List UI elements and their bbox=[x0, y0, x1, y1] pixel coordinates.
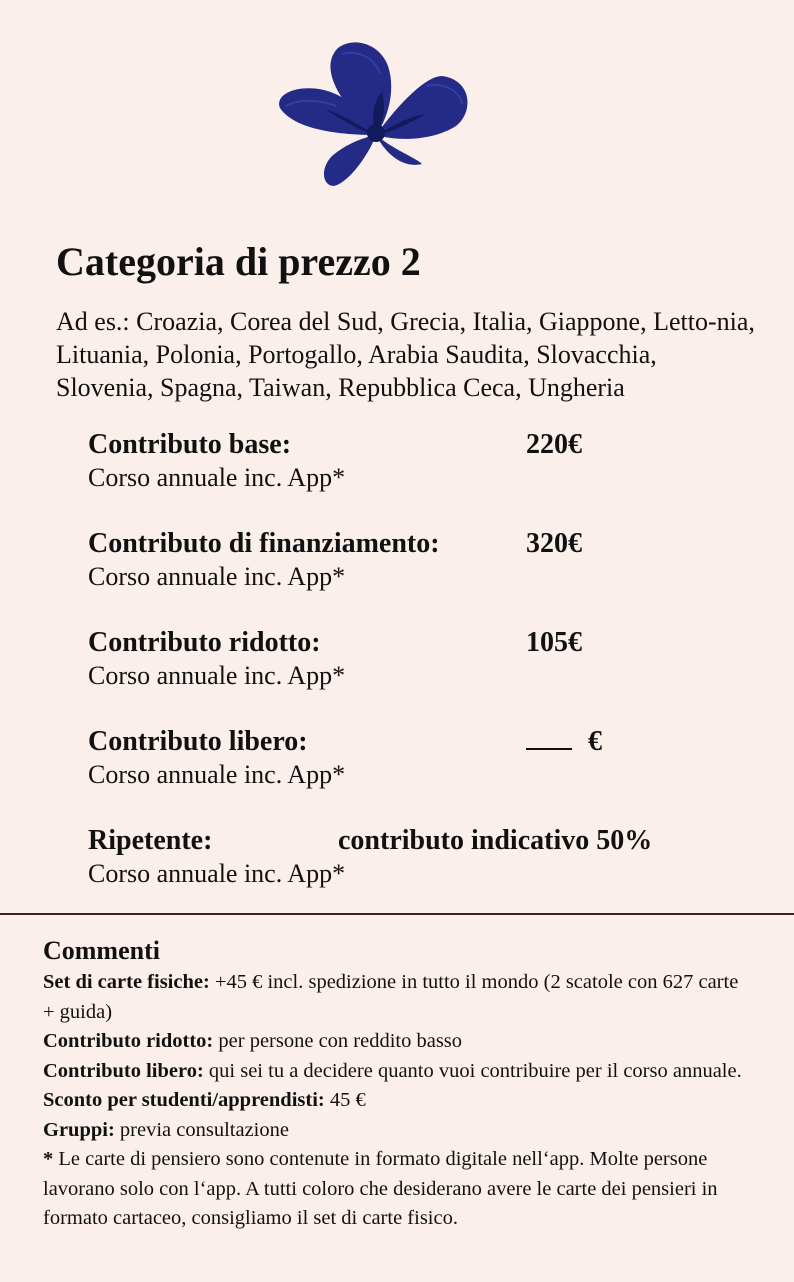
tier-subtitle: Corso annuale inc. App* bbox=[88, 463, 346, 492]
comment-label: Sconto per studenti/apprendisti: bbox=[43, 1089, 325, 1111]
comments-list bbox=[43, 968, 753, 1234]
comment-item bbox=[43, 968, 753, 1027]
comment-text: 45 € bbox=[324, 1089, 366, 1111]
tier-subtitle: Corso annuale inc. App* bbox=[88, 760, 346, 789]
tier-subtitle: Corso annuale inc. App* bbox=[88, 562, 346, 591]
tier-price: 320€ bbox=[526, 528, 582, 559]
tier-name: Contributo ridotto: bbox=[88, 627, 321, 658]
euro-sign: € bbox=[588, 726, 602, 757]
tier-price: 105€ bbox=[526, 627, 582, 658]
tier-name: Contributo base: bbox=[88, 429, 292, 460]
comment-item bbox=[43, 1145, 753, 1234]
tier-price: 220€ bbox=[526, 429, 582, 460]
tier-name: Ripetente: bbox=[88, 825, 213, 856]
tier-price-blank bbox=[526, 725, 602, 759]
comment-text: Le carte di pensiero sono contenute in formato digitale nell‘app. Molte persone lavorano solo con l‘app. A tutti coloro che desiderano avere le carte dei pensieri in formato cartaceo, consigliamo il set di carte fisico. bbox=[43, 1148, 718, 1229]
comment-label: Contributo libero: bbox=[43, 1059, 204, 1082]
comment-item bbox=[43, 1116, 753, 1146]
tier-subtitle: Corso annuale inc. App* bbox=[88, 661, 346, 690]
comments-title: Commenti bbox=[43, 936, 160, 965]
comment-label: Set di carte fisiche: bbox=[43, 971, 210, 993]
tier-name: Contributo di finanziamento: bbox=[88, 528, 440, 559]
comment-item bbox=[43, 1086, 753, 1116]
comment-text: qui sei tu a decidere quanto vuoi contribuire per il corso annuale. bbox=[203, 1059, 742, 1082]
comment-text: per persone con reddito basso bbox=[213, 1030, 463, 1052]
comment-item bbox=[43, 1057, 753, 1087]
countries-list: Ad es.: Croazia, Corea del Sud, Grecia, Italia, Giappone, Letto-nia, Lituania, Polonia, Portogallo, Arabia Saudita, Slovacchia, Slovenia, Spagna, Taiwan, Repubblica Ceca, Ungheria bbox=[56, 307, 755, 402]
tier-subtitle: Corso annuale inc. App* bbox=[88, 859, 346, 888]
comment-item bbox=[43, 1027, 753, 1057]
comment-text: previa consultazione bbox=[114, 1118, 289, 1141]
repeater-note: contributo indicativo 50% bbox=[338, 825, 653, 856]
page-title: Categoria di prezzo 2 bbox=[56, 239, 421, 284]
blank-line bbox=[526, 726, 572, 750]
section-divider bbox=[0, 913, 794, 915]
comment-label: Gruppi: bbox=[43, 1118, 115, 1141]
tier-name: Contributo libero: bbox=[88, 726, 308, 757]
comment-label: Contributo ridotto: bbox=[43, 1030, 214, 1052]
comment-text: +45 € incl. spedizione in tutto il mondo (2 scatole con 627 carte + guida) bbox=[43, 971, 739, 1023]
comment-label: * bbox=[43, 1148, 54, 1170]
blue-flower-logo bbox=[276, 40, 474, 190]
